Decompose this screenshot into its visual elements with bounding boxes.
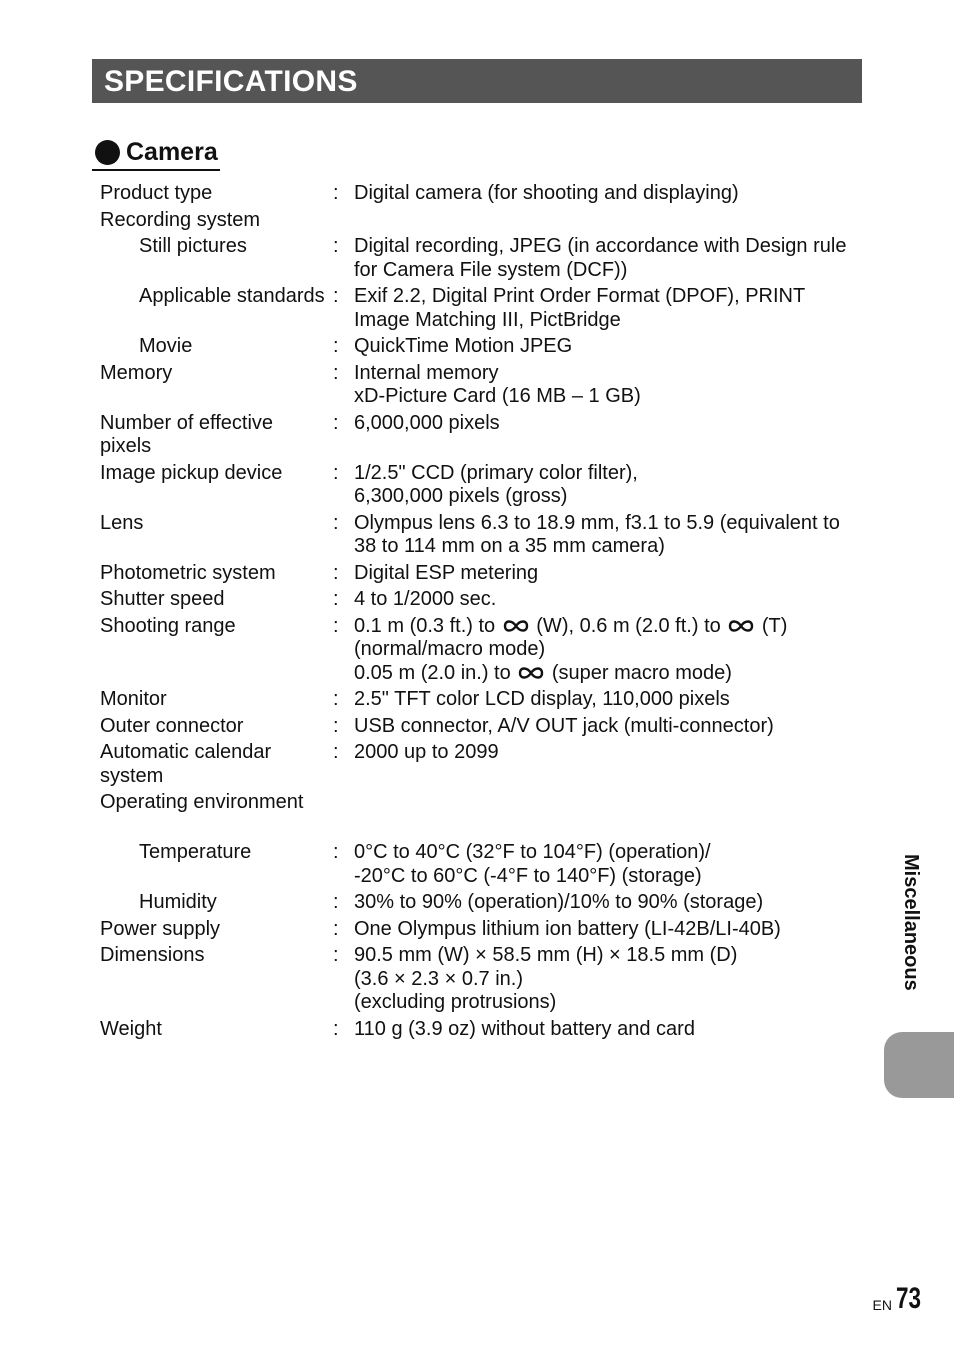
spec-colon: :: [333, 917, 339, 940]
spec-colon: :: [333, 891, 339, 913]
spec-label: Recording system: [100, 208, 261, 231]
spec-value-line: Exif 2.2, Digital Print Order Format (DPOF), PRINT: [354, 285, 806, 307]
spec-value: [354, 715, 860, 739]
spec-value: [354, 615, 860, 686]
spec-colon: :: [333, 714, 339, 737]
spec-colon: :: [333, 1017, 339, 1040]
spec-label: Product type: [100, 182, 213, 204]
spec-colon: :: [333, 182, 339, 204]
spec-row: [100, 891, 860, 918]
spec-colon: :: [333, 944, 339, 966]
spec-label: Temperature: [139, 841, 252, 863]
spec-value: [354, 285, 860, 332]
spec-colon: :: [333, 841, 339, 863]
spec-label: Dimensions: [100, 944, 205, 966]
spec-label: Still pictures: [139, 235, 247, 257]
infinity-icon: [517, 666, 545, 680]
spec-value-line: xD-Picture Card (16 MB – 1 GB): [354, 385, 641, 407]
spec-row: [100, 462, 860, 512]
spec-colon: :: [333, 285, 339, 307]
spec-colon: :: [333, 741, 339, 763]
spec-row: [100, 918, 860, 945]
spec-value-line: Image Matching III, PictBridge: [354, 308, 621, 331]
spec-colon: :: [333, 411, 339, 434]
spec-label: Memory: [100, 361, 173, 384]
spec-value-line: One Olympus lithium ion battery (LI-42B/LI-40B): [354, 917, 781, 940]
spec-value-line: (3.6 × 2.3 × 0.7 in.): [354, 967, 523, 990]
spec-label: Movie: [139, 335, 193, 357]
spec-label: Applicable standards: [139, 285, 325, 307]
spec-value-line: USB connector, A/V OUT jack (multi-connector): [354, 714, 774, 737]
spec-colon: :: [333, 588, 339, 610]
spec-value-line: (excluding protrusions): [354, 991, 557, 1013]
spec-colon: :: [333, 511, 339, 534]
spec-value-line: Digital camera (for shooting and displaying): [354, 182, 739, 204]
spec-value: [354, 412, 860, 436]
spec-colon: :: [333, 235, 339, 257]
spec-value: [354, 562, 860, 586]
spec-row: [100, 362, 860, 412]
spec-row: [100, 285, 860, 335]
infinity-icon: [502, 619, 530, 633]
spec-row: [100, 562, 860, 589]
spec-label: Outer connector: [100, 714, 244, 737]
spec-row: [100, 715, 860, 742]
spec-value-line: 38 to 114 mm on a 35 mm camera): [354, 535, 665, 557]
spec-table: [100, 182, 860, 1044]
page-title: SPECIFICATIONS: [104, 65, 358, 98]
page-number: 73: [896, 1282, 922, 1315]
spec-value: [354, 891, 860, 915]
spec-row: [100, 209, 860, 236]
spec-value-line: Digital recording, JPEG (in accordance with Design rule: [354, 235, 847, 257]
spec-value-line: 0.1 m (0.3 ft.) to (W), 0.6 m (2.0 ft.) to (T): [354, 614, 788, 637]
spec-value: [354, 841, 860, 888]
spec-label: Operating environment: [100, 791, 304, 813]
spec-row: [100, 182, 860, 209]
bullet-circle-icon: [95, 140, 120, 165]
section-title: Camera: [126, 137, 218, 166]
spec-value: [354, 918, 860, 942]
section-heading: [92, 135, 220, 171]
spec-value-line: 2.5" TFT color LCD display, 110,000 pixels: [354, 688, 730, 710]
page-footer: [873, 1282, 920, 1316]
spec-colon: :: [333, 614, 339, 637]
spec-row: [100, 944, 860, 1018]
spec-value-line: 6,000,000 pixels: [354, 411, 500, 434]
spec-label: Shooting range: [100, 614, 236, 637]
spec-row: [100, 791, 860, 841]
spec-value: [354, 182, 860, 206]
spec-colon: :: [333, 461, 339, 484]
spec-value: [354, 791, 860, 815]
spec-value-line: for Camera File system (DCF)): [354, 258, 628, 281]
spec-label: Monitor: [100, 688, 167, 710]
infinity-icon: [727, 619, 755, 633]
spec-label: Weight: [100, 1017, 162, 1040]
spec-colon: :: [333, 361, 339, 384]
spec-row: [100, 335, 860, 362]
spec-value: [354, 944, 860, 1015]
spec-colon: :: [333, 335, 339, 357]
spec-row: [100, 1018, 860, 1045]
spec-value: [354, 209, 860, 233]
spec-label: Humidity: [139, 891, 217, 913]
spec-value-line: (normal/macro mode): [354, 638, 546, 660]
spec-value: [354, 362, 860, 409]
spec-value-line: QuickTime Motion JPEG: [354, 335, 573, 357]
spec-value: [354, 235, 860, 282]
spec-value-line: 1/2.5" CCD (primary color filter),: [354, 461, 638, 484]
spec-row: [100, 615, 860, 689]
spec-value: [354, 462, 860, 509]
spec-label: Photometric system: [100, 561, 276, 584]
side-tab-label: Miscellaneous: [900, 854, 922, 991]
side-tab: [884, 1032, 954, 1098]
spec-row: [100, 588, 860, 615]
spec-label: Shutter speed: [100, 588, 225, 610]
spec-value-line: 110 g (3.9 oz) without battery and card: [354, 1017, 695, 1040]
spec-value: [354, 512, 860, 559]
spec-value-line: 2000 up to 2099: [354, 741, 499, 763]
spec-value-line: 30% to 90% (operation)/10% to 90% (storage): [354, 891, 764, 913]
spec-colon: :: [333, 561, 339, 584]
language-code: EN: [872, 1297, 892, 1313]
spec-value-line: 6,300,000 pixels (gross): [354, 485, 568, 507]
spec-colon: :: [333, 688, 339, 710]
spec-label: Number of effective pixels: [100, 411, 274, 457]
spec-label: Image pickup device: [100, 461, 283, 484]
spec-row: [100, 741, 860, 791]
spec-row: [100, 512, 860, 562]
spec-value: [354, 1018, 860, 1042]
spec-row: [100, 412, 860, 462]
spec-label: Power supply: [100, 917, 221, 940]
spec-row: [100, 235, 860, 285]
spec-value-line: Internal memory: [354, 361, 499, 384]
header-bar: [92, 59, 862, 103]
spec-value-line: Digital ESP metering: [354, 561, 539, 584]
spec-value: [354, 688, 860, 712]
spec-value: [354, 335, 860, 359]
spec-label: Automatic calendar system: [100, 741, 272, 787]
spec-row: [100, 688, 860, 715]
spec-value-line: 0°C to 40°C (32°F to 104°F) (operation)/: [354, 841, 711, 863]
spec-label: Lens: [100, 511, 144, 534]
spec-value-line: 0.05 m (2.0 in.) to (super macro mode): [354, 661, 732, 684]
spec-value-line: Olympus lens 6.3 to 18.9 mm, f3.1 to 5.9 (equivalent to: [354, 511, 840, 534]
spec-value: [354, 741, 860, 765]
spec-value-line: 4 to 1/2000 sec.: [354, 588, 497, 610]
spec-value: [354, 588, 860, 612]
spec-value-line: 90.5 mm (W) × 58.5 mm (H) × 18.5 mm (D): [354, 944, 738, 966]
spec-row: [100, 841, 860, 891]
spec-value-line: -20°C to 60°C (-4°F to 140°F) (storage): [354, 864, 702, 887]
